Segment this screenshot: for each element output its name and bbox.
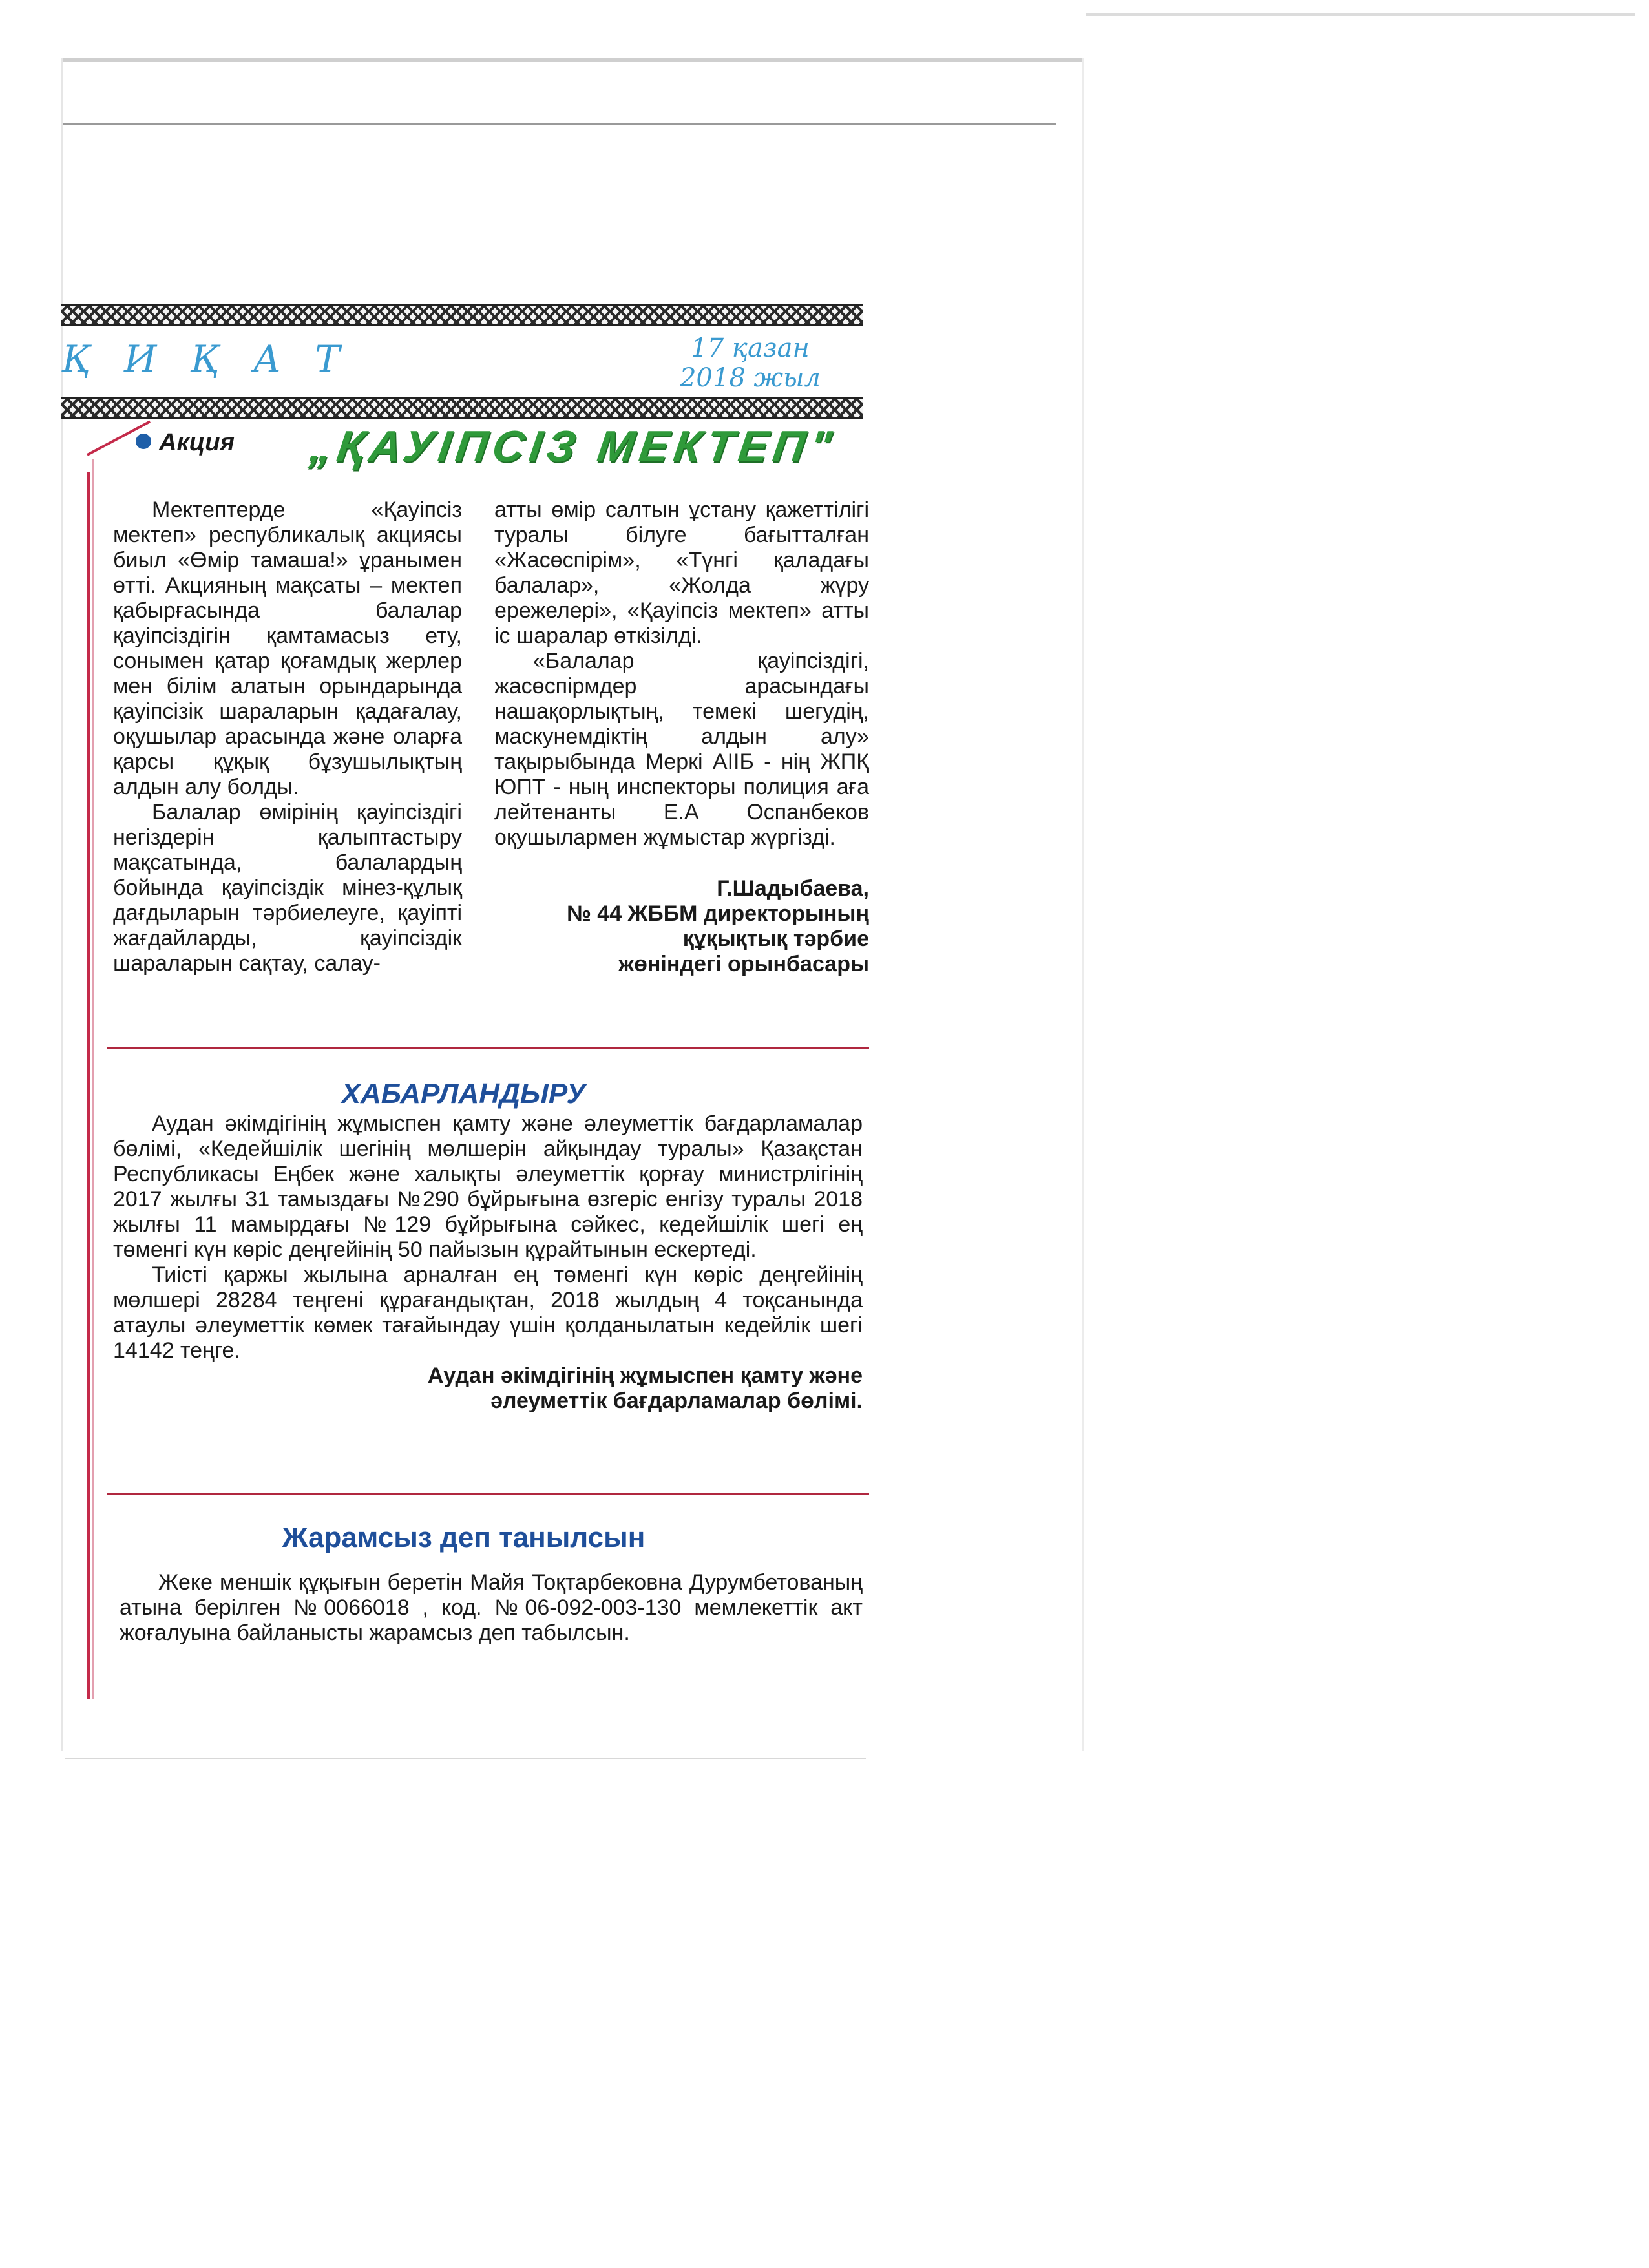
ornament-top bbox=[61, 304, 863, 326]
signature-line: әлеуметтік бағдарламалар бөлімі. bbox=[490, 1389, 863, 1413]
signature-line: № 44 ЖББМ директорының құқықтық тәрбие bbox=[566, 901, 869, 951]
newspaper-clipping bbox=[61, 304, 869, 1699]
masthead bbox=[61, 326, 866, 397]
announcement-paragraph: Тиісті қаржы жылына арналған ең төменгі күн көріс деңгейінің мөлшері 28284 теңгені құрағандықтан, 2018 жылдың 4 тоқсанында атаулы әлеуметтік көмек тағайындау үшін қолданылатын кедейлік шегі 14142 теңге. bbox=[113, 1263, 863, 1363]
scan-edge-right bbox=[1082, 58, 1084, 1751]
scan-edge-bottom bbox=[65, 1758, 866, 1759]
article-paragraph: Мектептерде «Қауіпсіз мектеп» республикалық акциясы биыл «Өмір тамаша!» ұранымен өтті. Акцияның мақсаты – мектеп қабырғасында балалар қауіпсіздігін қамтамасыз ету, сонымен қатар қоғамдық жерлер мен білім алатын орындарында қауіпсізік шараларын қадағалау, оқушылар арасында және оларға қарсы құқық бұзушылықтың алдын алу болды. bbox=[113, 498, 462, 799]
announcement-signature bbox=[113, 1363, 863, 1414]
ornament-bottom bbox=[61, 397, 863, 419]
article-header bbox=[61, 419, 866, 471]
notice-title: Жарамсыз деп танылсын bbox=[282, 1522, 646, 1553]
signature-line: Аудан әкімдігінің жұмыспен қамту және bbox=[427, 1363, 863, 1388]
signature-line: жөніндегі орынбасары bbox=[618, 952, 869, 976]
bullet-icon bbox=[136, 434, 151, 449]
announcement-body bbox=[113, 1111, 863, 1414]
article-paragraph: Балалар өмірінің қауіпсіздігі негіздерін қалыптастыру мақсатында, балалардың бойында қауіпсіздік мінез-құлық дағдыларын тәрбиелеуге, қауіпті жағдайларды, қауіпсіздік шараларын сақтау, салау- bbox=[113, 800, 462, 976]
rubric bbox=[136, 429, 235, 457]
issue-date-year: 2018 жыл bbox=[679, 363, 821, 393]
rubric-label: Акция bbox=[159, 429, 235, 456]
notice-text: Жеке меншік құқығын беретін Майя Тоқтарбековна Дурумбетованың атына берілген №0066018 , код. №06-092-003-130 мемлекеттік акт жоғалуына байланысты жарамсыз деп табылсын. bbox=[120, 1570, 863, 1645]
issue-date bbox=[680, 333, 821, 393]
scan-fold-line bbox=[61, 123, 1056, 125]
paper-name: ҚИҚАТ bbox=[61, 337, 373, 381]
article-paragraph: атты өмір салтын ұстану қажеттілігі туралы білуге бағытталған «Жасөспірім», «Түнгі қаладағы балалар», «Жолда жүру ережелері», «Қауіпсіз мектеп» атты іс шаралар өткізілді. bbox=[494, 498, 869, 648]
article-paragraph: «Балалар қауіпсіздігі, жасөспірмдер арасындағы нашақорлықтың, темекі шегудің, маскунемдіктің алдын алу» тақырыбында Меркі АІІБ - нің ЖПҚ ЮПТ - ның инспекторы полиция аға лейтенанты Е.А Оспанбеков оқушылармен жұмыстар жүргізді. bbox=[494, 649, 869, 850]
divider bbox=[107, 1047, 869, 1049]
issue-date-day: 17 қазан bbox=[691, 333, 810, 363]
announcement-title: ХАБАРЛАНДЫРУ bbox=[341, 1078, 586, 1109]
notice-body bbox=[120, 1570, 863, 1646]
scan-edge-top bbox=[1086, 13, 1635, 16]
article-signature bbox=[494, 876, 869, 977]
signature-line: Г.Шадыбаева, bbox=[717, 876, 869, 901]
article-column-left bbox=[113, 498, 462, 976]
article-title: „ҚАУІПСІЗ МЕКТЕП" bbox=[306, 422, 840, 471]
divider bbox=[107, 1493, 869, 1495]
announcement-paragraph: Аудан әкімдігінің жұмыспен қамту және әлеуметтік бағдарламалар бөлімі, «Кедейшілік шегінің мөлшерін айқындау туралы» Қазақстан Республикасы Еңбек және халықты әлеуметтік қорғау министрлігінің 2017 жылғы 31 тамыздағы №290 бұйрығына өзгеріс енгізу туралы 2018 жылғы 11 мамырдағы №129 бұйрығына сәйкес, кедейшілік шегі ең төменгі күн көріс деңгейінің 50 пайызын құрайтынын ескертеді. bbox=[113, 1111, 863, 1262]
article-column-right bbox=[494, 498, 869, 977]
scan-edge bbox=[61, 58, 1082, 62]
